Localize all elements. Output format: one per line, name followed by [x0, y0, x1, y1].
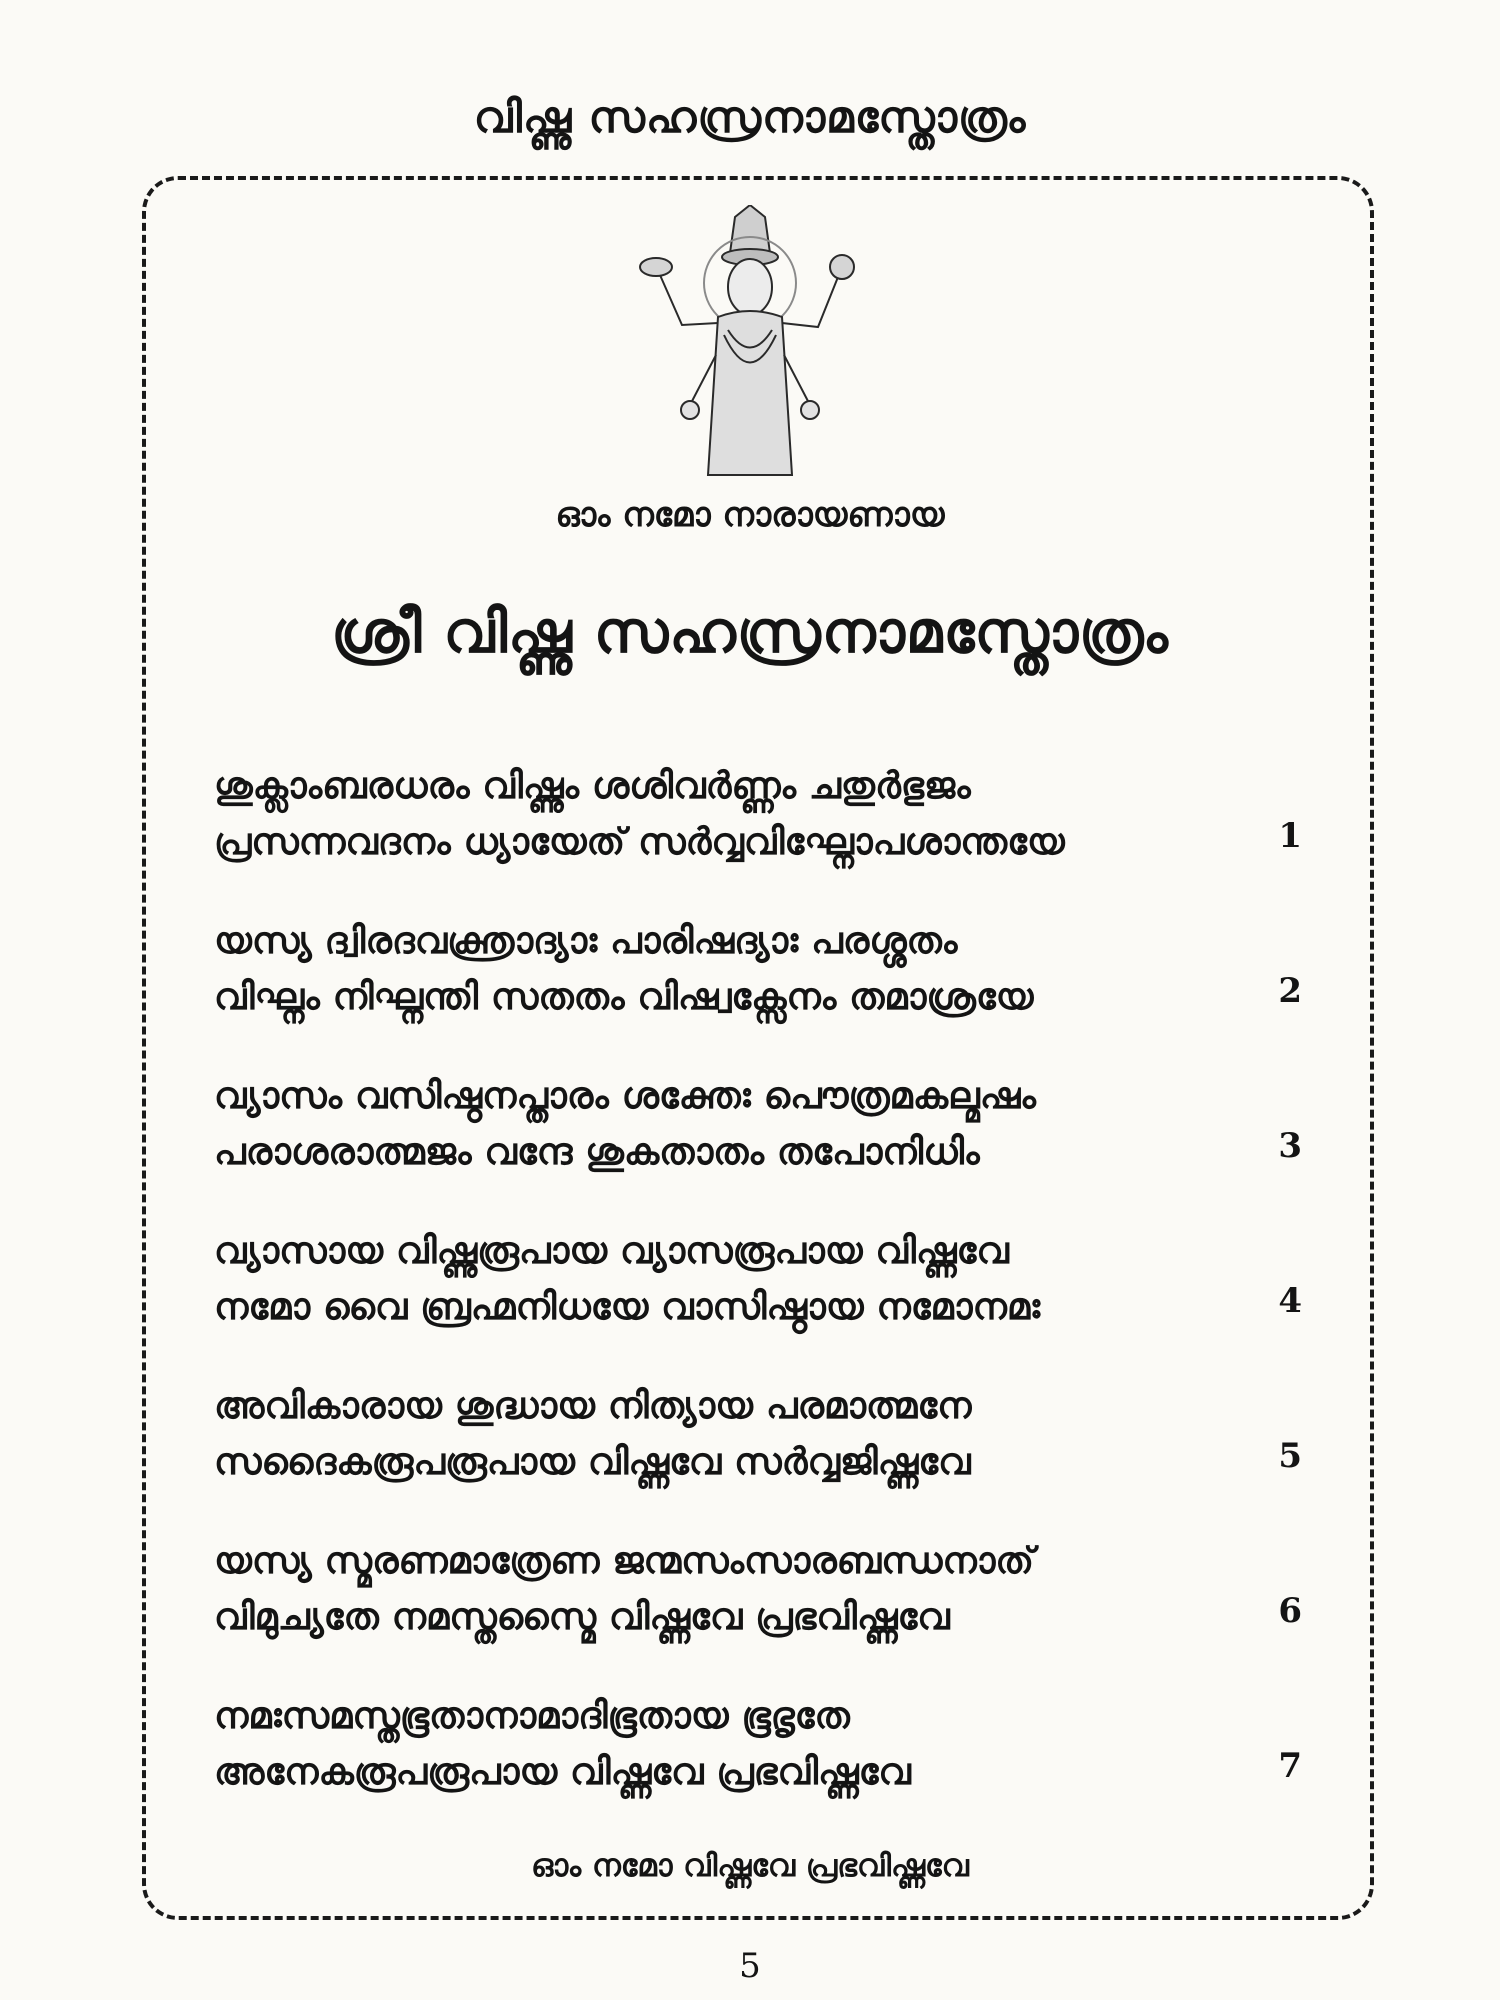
verse-list: [214, 758, 1324, 1843]
verse-line-2: നമോ വൈ ബ്രഹ്മനിധയേ വാസിഷ്ഠായ നമോനമഃ: [214, 1285, 1041, 1328]
verse-number: 6: [1278, 1591, 1302, 1631]
page-title: ശ്രീ വിഷ്ണു സഹസ്രനാമസ്തോത്രം: [331, 598, 1169, 666]
verse-number: 5: [1278, 1436, 1302, 1476]
verse-line-2: വിഘ്നം നിഘ്നന്തി സതതം വിഷ്വക്സേനം തമാശ്രയേ: [214, 975, 1034, 1018]
verse: [214, 1533, 1324, 1688]
verse-number: 4: [1278, 1281, 1302, 1321]
vishnu-deity-icon: [620, 205, 880, 485]
verse-number: 1: [1278, 816, 1302, 856]
verse-line-1: ശുക്ലാംബരധരം വിഷ്ണും ശശിവർണ്ണം ചതുർഭുജം: [214, 764, 971, 807]
verse-line-1: യസ്യ സ്മരണമാത്രേണ ജന്മസംസാരബന്ധനാത്: [214, 1539, 1035, 1582]
verse-line-1: യസ്യ ദ്വിരദവക്ത്രാദ്യാഃ പാരിഷദ്യാഃ പരശ്ശതം: [214, 919, 958, 962]
verse: [214, 758, 1324, 913]
page-number: 5: [739, 1946, 761, 1986]
verse-line-1: നമഃസമസ്തഭൂതാനാമാദിഭൂതായ ഭൂഭൃതേ: [214, 1694, 850, 1737]
verse: [214, 913, 1324, 1068]
verse-line-2: പരാശരാത്മജം വന്ദേ ശുകതാതം തപോനിധിം: [214, 1130, 980, 1173]
verse-line-2: സദൈകരൂപരൂപായ വിഷ്ണവേ സർവ്വജിഷ്ണവേ: [214, 1440, 971, 1483]
verse: [214, 1378, 1324, 1533]
verse-number: 7: [1278, 1746, 1302, 1786]
verse-line-2: പ്രസന്നവദനം ധ്യായേത് സർവ്വവിഘ്നോപശാന്തയേ: [214, 820, 1065, 863]
verse-line-1: വ്യാസം വസിഷ്ഠനപ്താരം ശക്തേഃ പൌത്രമകല്മഷം: [214, 1074, 1036, 1117]
verse-line-2: വിമുച്യതേ നമസ്തസ്മൈ വിഷ്ണവേ പ്രഭവിഷ്ണവേ: [214, 1595, 950, 1638]
verse: [214, 1688, 1324, 1843]
verse: [214, 1223, 1324, 1378]
running-header: വിഷ്ണു സഹസ്രനാമസ്തോത്രം: [473, 92, 1027, 143]
invocation-top: ഓം നമോ നാരായണായ: [555, 495, 945, 535]
verse-line-1: അവികാരായ ശുദ്ധായ നിത്യായ പരമാത്മനേ: [214, 1384, 972, 1427]
verse-line-1: വ്യാസായ വിഷ്ണുരൂപായ വ്യാസരൂപായ വിഷ്ണവേ: [214, 1229, 1009, 1272]
invocation-bottom: ഓം നമോ വിഷ്ണവേ പ്രഭവിഷ്ണവേ: [531, 1848, 969, 1884]
verse-number: 2: [1278, 971, 1302, 1011]
verse-line-2: അനേകരൂപരൂപായ വിഷ്ണവേ പ്രഭവിഷ്ണവേ: [214, 1750, 911, 1793]
verse: [214, 1068, 1324, 1223]
verse-number: 3: [1278, 1126, 1302, 1166]
